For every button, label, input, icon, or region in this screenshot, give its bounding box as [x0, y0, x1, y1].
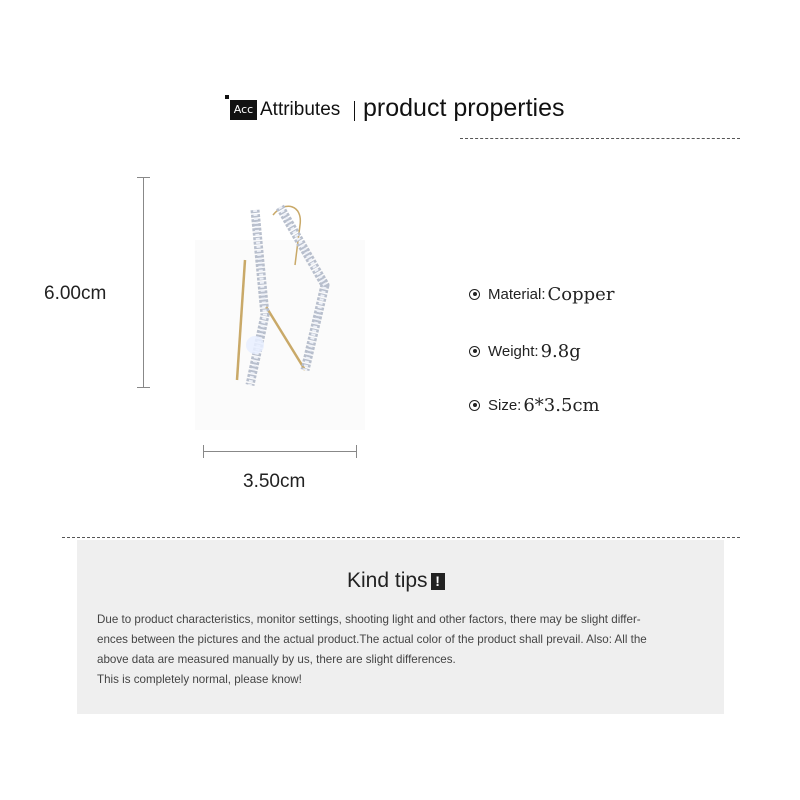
- kind-tips-title: [347, 569, 445, 593]
- width-label: 3.50cm: [243, 471, 306, 492]
- property-key: Size:: [488, 396, 522, 414]
- property-size: [469, 393, 600, 417]
- acc-badge: Acc: [230, 100, 257, 120]
- target-bullet-icon: [469, 400, 480, 411]
- attributes-label: Attributes: [260, 99, 341, 120]
- tips-line: Due to product characteristics, monitor settings, shooting light and other factors, there may be slight differ-: [97, 613, 641, 626]
- header-dot: [225, 95, 229, 99]
- height-ruler-cap-top: [137, 177, 150, 178]
- width-ruler: [203, 451, 356, 452]
- property-material: [469, 282, 614, 306]
- width-ruler-cap-left: [203, 445, 204, 458]
- tips-line: ences between the pictures and the actual product.The actual color of the product shall prevail. Also: All the: [97, 633, 647, 646]
- earring-image: [195, 195, 370, 435]
- tips-line: above data are measured manually by us, there are slight differences.: [97, 653, 456, 666]
- property-key: Material:: [488, 285, 546, 303]
- width-ruler-cap-right: [356, 445, 357, 458]
- page-title: product properties: [363, 94, 565, 122]
- property-value: Copper: [547, 283, 615, 305]
- header-divider: [460, 138, 740, 139]
- warning-icon: !: [431, 573, 445, 590]
- property-value: 6*3.5cm: [523, 394, 600, 416]
- target-bullet-icon: [469, 289, 480, 300]
- property-key: Weight:: [488, 342, 539, 360]
- kind-tips-heading: Kind tips: [347, 569, 428, 592]
- tips-line: This is completely normal, please know!: [97, 673, 302, 686]
- section-divider: [62, 537, 740, 538]
- property-weight: [469, 339, 581, 363]
- property-value: 9.8g: [540, 340, 581, 362]
- target-bullet-icon: [469, 346, 480, 357]
- height-ruler: [143, 177, 144, 387]
- height-label: 6.00cm: [44, 283, 107, 304]
- title-separator: [354, 101, 355, 121]
- kind-tips-text: [97, 610, 712, 690]
- height-ruler-cap-bottom: [137, 387, 150, 388]
